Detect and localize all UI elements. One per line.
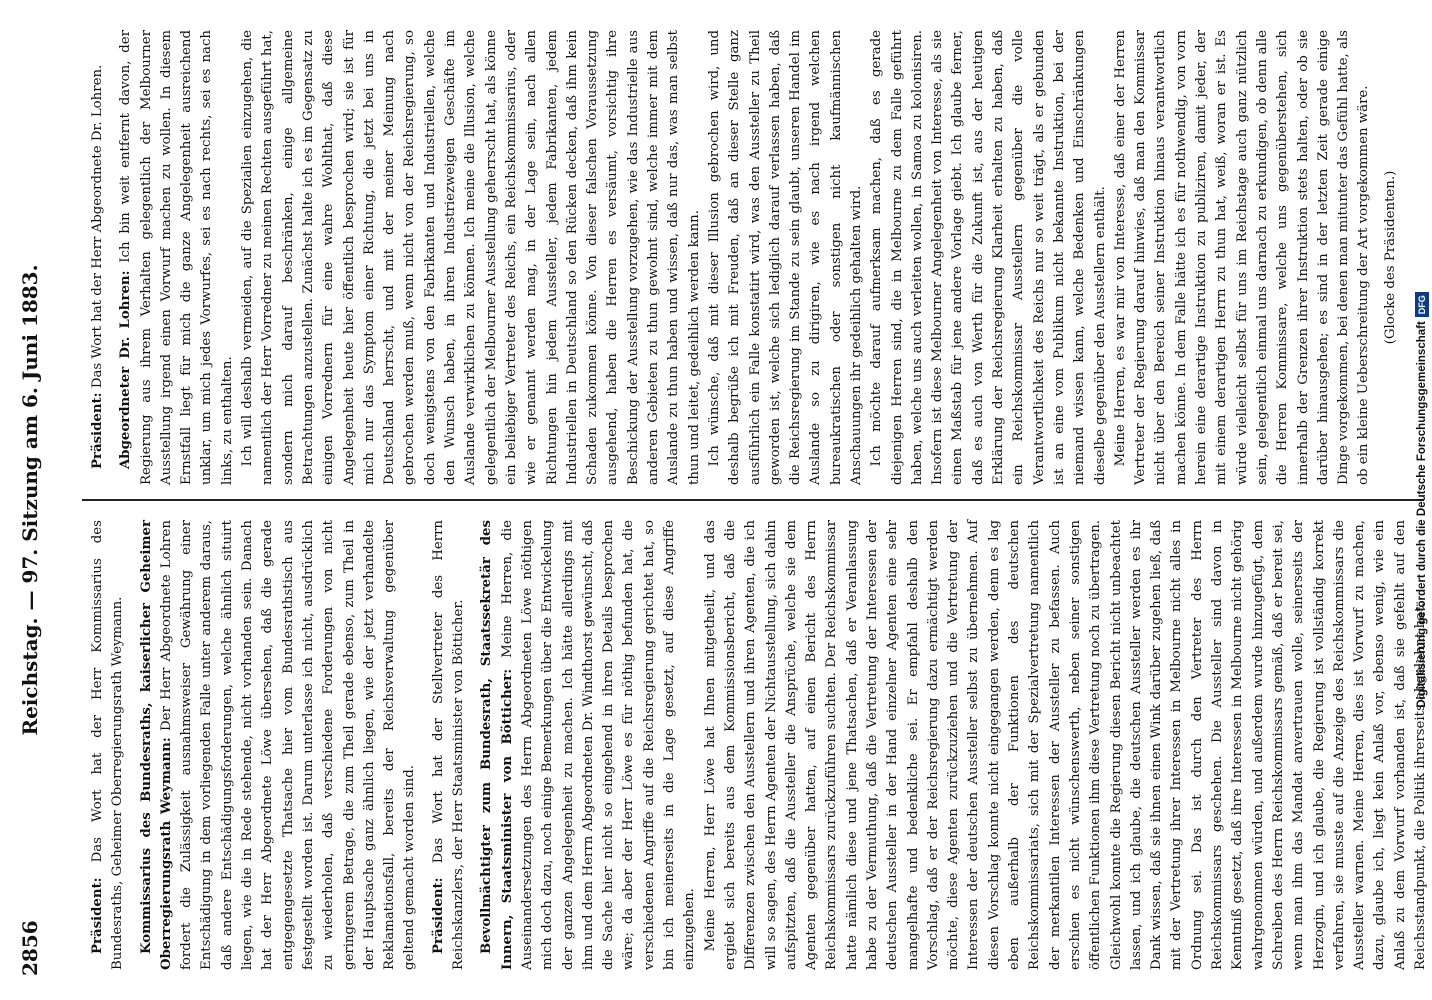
paragraph xyxy=(116,30,238,485)
paragraph xyxy=(88,30,108,485)
paragraph xyxy=(701,520,1432,970)
paragraph-text: Meine Herren, Herr Löwe hat Ihnen mitgetheilt, und das ergiebt sich bereits aus dem Kommissionsbericht, daß die Differenzen zwischen den Ausstellern und ihren Agenten, die ich will so sagen, des Herrn Agenten der Nichtausstellung, sich dahin aufspitzten, daß die Aussteller die Ansprüche, welche sie dem Agenten gegenüber hatten, auf einen Bericht des Herrn Reichskommissars zurückzuführen suchten. Der Reichskommissar hatte nämlich diese und jene Thatsachen, daß er Veranlassung habe zu der Vermuthung, daß die Vertretung der Interessen der deutschen Aussteller in der Hand einzelner Agenten eine sehr mangelhafte und bedenkliche sei. Er empfahl deshalb den Vorschlag, daß er der Reichsregierung dazu ermächtigt werden möchte, diese Agenten zurückzuziehen und die Vertretung der Interessen der deutschen Aussteller selbst zu übernehmen. Auf diesen Vorschlag konnte nicht eingegangen werden, denn es lag eben außerhalb der Funktionen des deutschen Reichskommissariats, sich mit der Spezialvertretung namentlich der merkantilen Interessen der Aussteller zu befassen. Auch erschien es nicht wünschenswerth, neben seiner sonstigen öffentlichen Funktionen ihm diese Vertretung noch zu übertragen. Gleichwohl konnte die Regierung diesen Bericht nicht unbeachtet lassen, und ich glaube, die deutschen Aussteller werden es ihr Dank wissen, daß sie ihnen einen Wink darüber zugehen ließ, daß mit der Vertretung ihrer Interessen in Melbourne nicht alles in Ordnung sei. Das ist durch den Vertreter des Herrn Reichskommissars geschehen. Die Aussteller sind davon in Kenntniß gesetzt, daß ihre Interessen in Melbourne nicht gehörig wahrgenommen würden, und außerdem wurde hinzugefügt, dem Schreiben des Herrn Reichskommissars gemäß, daß er bereit sei, wenn man ihm das Mandat anvertrauen wolle, seinerseits der Herzogin, und ich glaube, die Regierung ist vollständig korrekt verfahren, sie musste auf die Anzeige des Reichskommissars die Aussteller warnen. Meine Herren, dies ist Vorwurf zu machen, dazu, glaube ich, liegt kein Anlaß vor, ebenso wenig, wie ein Anlaß zu dem Vorwurf vorhanden ist, daß sie gefehlt auf den Reichsstandpunkt, die Politik ihrerseits abgelehnt hat. xyxy=(702,520,1428,970)
column-divider xyxy=(82,499,1424,501)
paragraph-text: Der Herr Abgeordnete Lohren fordert die Zulässigkeit ausnahmsweiser Gewährung einer Entschädigung in dem vorliegenden Falle unter anderem daraus, daß andere Entschädigungsforderungen, welche ähnlich situirt liegen, wie die in Rede stehende, nicht vorhanden sein. Danach hat der Herr Abgeordnete Löwe übersehen, daß die gerade entgegengesetzte Thatsache hier vom Bundesrathstisch aus festgestellt worden ist. Darum unterlasse ich nicht, ausdrücklich zu wiederholen, daß verschiedene Forderungen von nicht geringerem Betrage, die zum Theil gerade ebenso, zum Theil in der Hauptsache ganz ähnlich liegen, wie der jetzt verhandelte Reklamationsfall, bereits der Reichsverwaltung gegenüber geltend gemacht worden sind. xyxy=(158,520,418,970)
paragraph xyxy=(1111,30,1375,485)
speaker-name: Präsident: xyxy=(90,877,105,955)
speaker-name: Präsident: xyxy=(430,877,446,955)
paragraph xyxy=(705,30,867,485)
paragraph-text: Ich bin weit entfernt davon, der Regierung aus ihrem Verhalten gelegentlich der Melbourner Ausstellung irgend einen Vorwurf machen zu wollen. In diesem Ernstfall liegt für mich die ganze Angelegenheit ausreichend unklar, um mich jedes Vorwurfes, sei es nach rechts, sei es nach links, zu enthalten. xyxy=(118,30,235,485)
paragraph-text: Das Wort hat der Herr Kommissarius des Bundesraths, Geheimer Oberregierungsrath Weymann. xyxy=(90,520,126,970)
page-header xyxy=(0,0,68,1000)
speaker-name: Präsident: xyxy=(90,392,105,470)
paragraph-text: Ich möchte darauf aufmerksam machen, daß es gerade diejenigen Herren sind, die in Melbourne zu dem Falle geführt haben, welche uns auch verleiten wollen, in Samoa zu kolonisiren. Insofern ist diese Melbourner Angelegenheit von Interesse, als sie einen Maßstab für jene andere Vorlage giebt. Ich glaube ferner, daß es auch von Werth für die Zukunft ist, aus der heutigen Erklärung der Reichsregierung Klarheit erhalten zu haben, daß ein Reichskommissar Ausstellern gegenüber die volle Verantwortlichkeit des Reichs nur so weit trägt, als er gebunden ist an eine vom Publikum nicht bekannte Instruktion, bei der niemand wissen kann, welche Bedenken und Einschränkungen dieselbe gegenüber den Ausstellern enthält. xyxy=(869,30,1108,485)
paragraph-text: (Glocke des Präsidenten.) xyxy=(1382,170,1398,345)
paragraph-text: Meine Herren, es war mir von Interesse, daß einer der Herren Vertreter der Regierung darauf hinwies, daß man den Kommissar nicht über den Bereich seiner Instruktion hinaus verantwortlich machen könne. In dem Falle hätte ich es für nothwendig, von vorn herein eine derartige Instruktion zu publiziren, damit jeder, der mit einem derartigen Herrn zu thun hat, weiß, woran er ist. Es würde vielleicht selbst für uns im Reichstage auch ganz nützlich sein, gelegentlich einmal uns darnach zu erkundigen, ob denn alle die Herren Kommissare, welche uns gegenüberstehen, sich innerhalb der Grenzen ihrer Instruktion stets halten, oder ob sie darüber hinausgehen; es sind in der letzten Zeit gerade einige Dinge vorgekommen, bei denen man mitunter das Gefühl hatte, als ob ein kleine Ueberschreitung der Art vorgekommen wäre. xyxy=(1112,30,1372,485)
speaker-name: Kommissarius des Bundesraths, kaiserlicher Geheimer Oberregierungsrath Weymann: xyxy=(138,520,174,970)
paragraph xyxy=(867,30,1111,485)
paragraph-text: Ich will deshalb vermeiden, auf die Spezialien einzugehen, die namentlich der Herr Vorredner zu meinen Rechten ausgeführt hat, sondern mich darauf beschränken, einige allgemeine Betrachtungen anzustellen. Zunächst halte ich es im Gegensatz zu einigen Vorrednern für eine wahre Wohlthat, daß diese Angelegenheit heute hier öffentlich besprochen wird; sie ist für mich nur das Symptom einer Richtung, die jetzt bei uns in Deutschland herrscht, und mit der meiner Meinung nach gebrochen werden muß, wenn nicht von der Reichsregierung, so doch wenigstens von den Fabrikanten und Industriellen, welche den Wunsch haben, in ihren Industriezweigen Geschäfte im Auslande verwirklichen zu können. Ich meine die Illusion, welche gelegentlich der Melbourner Ausstellung geherrscht hat, als könne ein beliebiger Vertreter des Reichs, ein Reichskommissarius, oder wie er genannt werden mag, in der Lage sein, nach allen Richtungen hin jedem Aussteller, jedem Fabrikanten, jedem Industriellen in Deutschland so den Rücken decken, daß ihm kein Schaden zukommen könne. Von dieser falschen Voraussetzung ausgehend, haben die Herren es versäumt, vorsichtig ihre Beschickung der Ausstellung vorzugehen, wie das Industrielle aus anderen Gebieten zu thun gewohnt sind, welche immer mit dem Auslande zu thun haben und wissen, daß nur das, was man selbst thun und leitet, gedeihlich werden kann. xyxy=(240,30,702,485)
paragraph xyxy=(429,520,470,970)
funding-notice xyxy=(1412,0,1432,1000)
left-column xyxy=(80,520,1428,970)
paragraph xyxy=(477,520,700,970)
paragraph-text: Das Wort hat der Herr Abgeordnete Dr. Lohren. xyxy=(90,64,105,389)
paragraph xyxy=(88,520,129,970)
dfg-logo: DFG xyxy=(1415,292,1429,317)
funding-notice-text: Digitalisierung gefördert durch die Deutsche Forschungsgemeinschaft xyxy=(1416,321,1428,708)
right-column xyxy=(80,30,1422,485)
speaker-name: Bevollmächtigter zum Bundesrath, Staatssekretär des Innern, Staatsminister von Bötticher: xyxy=(479,520,515,970)
paragraph-text: Ich wünsche, daß mit dieser Illusion gebrochen wird, und deshalb begrüße ich mit Freuden, daß an dieser Stelle ganz ausführlich ein Falle konstatirt wird, was den Aussteller zu Theil geworden ist, welche sich lediglich darauf verlassen haben, daß die Reichsregierung im Stande zu sein glaubt, unseren Handel im Auslande so zu dirigiren, wie es nach irgend welchen bureaukratischen oder sonstigen nicht kaufmännischen Anschauungen ihr gedeihlich gehalten wird. xyxy=(706,30,864,485)
paragraph xyxy=(1381,30,1401,485)
running-title: Reichstag. — 97. Sitzung am 6. Juni 1883. xyxy=(18,264,42,736)
paragraph xyxy=(238,30,705,485)
page-number: 2856 xyxy=(18,920,42,976)
paragraph xyxy=(137,520,421,970)
paragraph-text: Das Wort hat der Stellvertreter des Herrn Reichskanzlers, der Herr Staatsminister von Bötticher. xyxy=(430,520,467,970)
speaker-name: Abgeordneter Dr. Lohren: xyxy=(118,270,134,470)
paragraph-text: Meine Herren, die Auseinandersetzungen des Herrn Abgeordneten Löwe nöthigen mich doch dazu, noch einige Bemerkungen über die Entwickelung der ganzen Angelegenheit zu machen. Ich hätte allerdings mit ihm und dem Herrn Abgeordneten Dr. Windthorst gewünscht, daß die Sache hier nicht so eingehend in ihren Details besprochen wäre; da aber der Herr Löwe es für nöthig befunden hat, die verschiedenen Angriffe auf die Reichsregierung gerichtet hat, so bin ich meinerseits in die Lage gesetzt, auf diese Angriffe einzugehen. xyxy=(499,520,698,970)
